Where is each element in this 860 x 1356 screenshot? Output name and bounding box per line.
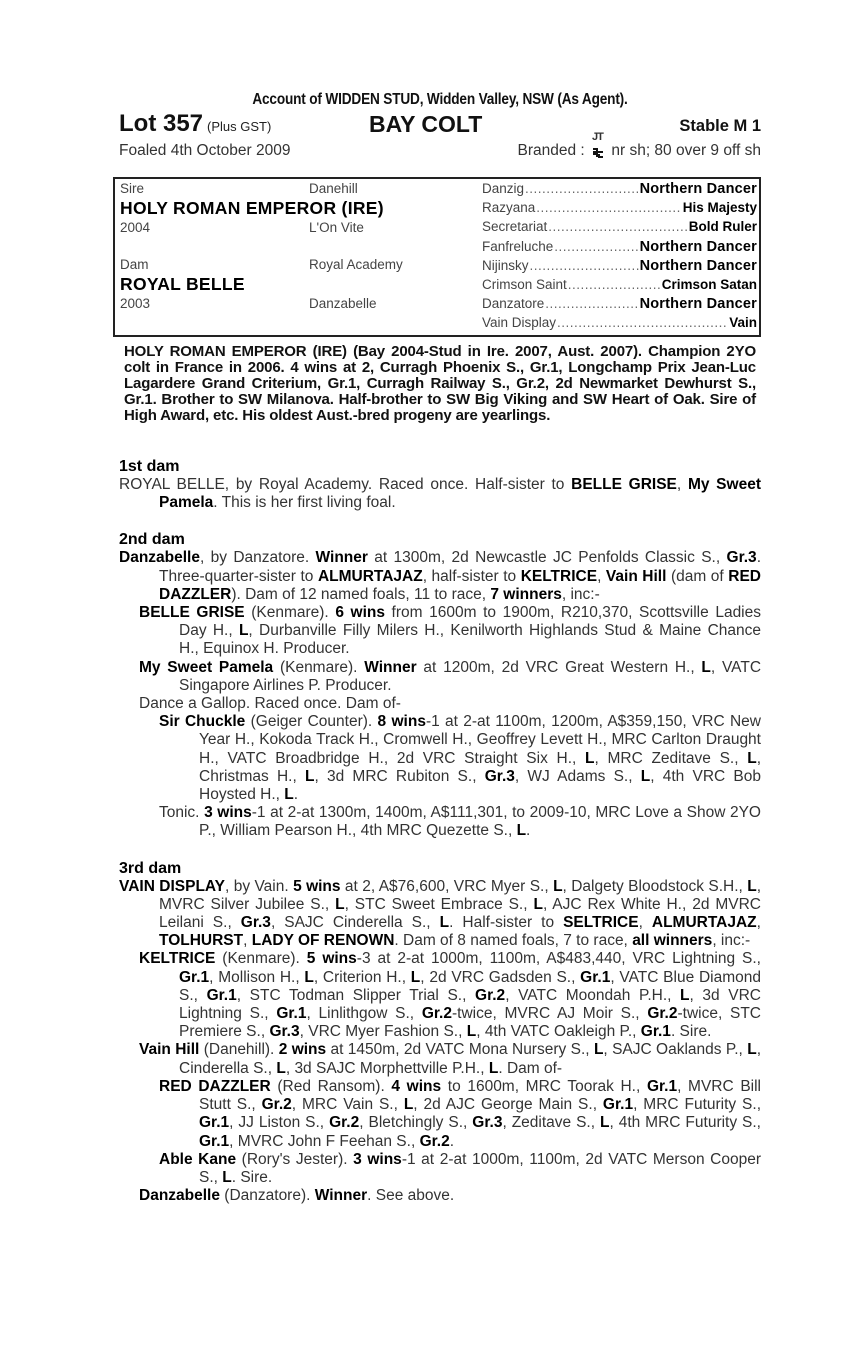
pedigree-table <box>113 177 761 337</box>
bold-segment: L <box>488 1059 499 1077</box>
section-heading: 1st dam <box>119 458 180 475</box>
bold-segment: SELTRICE <box>563 914 639 932</box>
brand-position: nr sh; 80 over 9 off sh <box>611 142 761 159</box>
text-segment: , VATC Blue Diamond S., <box>179 968 761 1004</box>
text-segment: at 1200m, 2d VRC Great Western H., <box>416 658 702 676</box>
bold-segment: 8 wins <box>377 713 426 731</box>
text-segment: , <box>676 476 688 493</box>
text-segment: (Kenmare). <box>215 950 307 968</box>
bold-segment: Gr.2 <box>329 1114 360 1132</box>
text-segment: , Zeditave S., <box>502 1114 600 1132</box>
brand-symbol-icon <box>592 148 604 158</box>
text-segment: (Rory's Jester). <box>236 1150 354 1168</box>
bold-segment: LADY OF RENOWN <box>251 932 395 950</box>
text-segment: , VATC Moondah P.H., <box>505 986 681 1004</box>
ancestor-name: Danzatore <box>482 296 545 312</box>
bold-segment: My Sweet Pamela <box>159 476 761 512</box>
bold-segment: Gr.2 <box>421 1005 452 1023</box>
bold-segment: L <box>238 622 249 640</box>
bold-segment: Gr.1 <box>276 1005 307 1023</box>
dam-family-sections <box>119 457 761 1205</box>
text-segment: , by Vain. <box>225 877 294 895</box>
bold-segment: Gr.2 <box>647 1005 678 1023</box>
brand-mark-icon <box>591 131 605 160</box>
bold-segment: 2 wins <box>278 1041 327 1059</box>
text-segment: , inc:- <box>561 585 600 603</box>
bold-segment: Gr.2 <box>475 986 506 1004</box>
sire-label: Sire <box>120 181 145 196</box>
bold-segment: L <box>533 895 543 913</box>
family-entry <box>119 604 761 659</box>
bold-segment: L <box>439 914 450 932</box>
sire-dam: L'On Vite <box>309 220 364 235</box>
text-segment: , 4th VRC Bob Hoysted H., <box>199 767 761 804</box>
family-entry <box>119 1151 761 1187</box>
bold-segment: Gr.3 <box>240 914 271 932</box>
vendor-account-line: Account of WIDDEN STUD, Widden Valley, NSW (As Agent). <box>252 91 628 108</box>
bold-segment: L <box>284 786 294 804</box>
ancestor-parent: His Majesty <box>682 200 757 216</box>
family-entry <box>119 1041 761 1077</box>
bold-segment: L <box>222 1168 232 1186</box>
leader-dots <box>557 313 728 332</box>
text-segment: . This is her first living foal. <box>213 494 396 512</box>
stable-location: Stable M 1 <box>679 117 761 135</box>
text-segment: at 1300m, 2d Newcastle JC Penfolds Classic S., <box>367 549 727 567</box>
bold-segment: VAIN DISPLAY <box>119 877 226 895</box>
text-segment: -twice, STC Premiere S., <box>179 1005 761 1041</box>
text-segment: , STC Sweet Embrace S., <box>344 895 534 913</box>
bold-segment: Gr.3 <box>726 549 757 567</box>
text-segment: . <box>449 1132 455 1150</box>
bold-segment: Gr.1 <box>199 1114 230 1132</box>
catalogue-page <box>119 90 762 1205</box>
bold-segment: L <box>593 1041 604 1059</box>
text-segment: , MVRC Bill Stutt S., <box>199 1077 762 1114</box>
text-segment: Dance a Gallop. Raced once. Dam of- <box>139 695 401 713</box>
text-segment: , MRC Vain S., <box>291 1096 404 1114</box>
dam-sire: Royal Academy <box>309 257 403 272</box>
family-entry <box>119 1078 761 1151</box>
bold-segment: ALMURTAJAZ <box>651 914 757 932</box>
ancestor-name: Fanfreluche <box>482 238 554 254</box>
lot-label: Lot 357 <box>119 110 204 137</box>
horse-description: BAY COLT <box>369 111 483 137</box>
bold-segment: BELLE GRISE <box>139 604 245 622</box>
text-segment: (Geiger Counter). <box>245 713 378 731</box>
text-segment: , Durbanville Filly Milers H., Kenilworth Highlands Stud & Maine Chance H., Equinox H. Producer. <box>179 622 762 658</box>
bold-segment: Vain Hill <box>605 567 667 585</box>
text-segment: . Half-sister to <box>449 914 564 932</box>
ancestor-parent: Vain <box>729 315 757 331</box>
ancestor-row <box>482 179 757 198</box>
text-segment: , JJ Liston S., <box>229 1114 330 1132</box>
text-segment: , 4th VATC Oakleigh P., <box>476 1023 641 1041</box>
bold-segment: My Sweet Pamela <box>139 658 274 676</box>
ancestor-name: Vain Display <box>482 315 557 331</box>
ancestor-name: Danzig <box>482 181 525 196</box>
bold-segment: Able Kane <box>159 1150 237 1168</box>
branded-label: Branded : <box>517 142 585 159</box>
text-segment: , VATC Singapore Airlines P. Producer. <box>179 658 762 694</box>
ancestor-parent: Northern Dancer <box>639 181 757 197</box>
bold-segment: L <box>747 877 757 895</box>
ancestor-parent: Northern Dancer <box>639 238 757 255</box>
brand-letters: JT <box>592 131 603 143</box>
text-segment: , Christmas H., <box>199 749 762 785</box>
text-segment: , Cinderella S., <box>179 1041 761 1077</box>
text-segment: , <box>638 914 652 932</box>
text-segment: (Danzatore). <box>219 1187 315 1205</box>
ancestor-row <box>482 198 757 217</box>
text-segment: , Criterion H., <box>313 968 411 986</box>
leader-dots <box>568 275 661 294</box>
bold-segment: L <box>747 749 757 767</box>
bold-segment: 7 winners <box>490 585 562 603</box>
bold-segment: BELLE GRISE <box>571 476 677 493</box>
ancestor-row <box>482 294 757 313</box>
section-heading: 3rd dam <box>119 859 182 877</box>
foaled-brand-line <box>119 131 761 164</box>
text-segment: , MVRC John F Feehan S., <box>229 1132 420 1150</box>
family-entry <box>119 659 761 695</box>
family-entry <box>119 713 761 804</box>
text-segment: , AJC Rex White H., 2d MVRC Leilani S., <box>159 895 761 932</box>
bold-segment: Sir Chuckle <box>159 713 246 731</box>
bold-segment: KELTRICE <box>520 567 598 585</box>
text-segment: (Red Ransom). <box>270 1077 392 1095</box>
bold-segment: L <box>553 877 563 895</box>
bold-segment: 3 wins <box>353 1150 402 1168</box>
bold-segment: L <box>680 986 690 1004</box>
ancestor-parent: Northern Dancer <box>639 296 757 313</box>
bold-segment: Vain Hill <box>139 1041 200 1059</box>
bold-segment: Gr.1 <box>602 1096 634 1114</box>
text-segment: , 3d MRC Rubiton S., <box>314 767 485 785</box>
family-entry <box>119 878 761 951</box>
leader-dots <box>548 217 687 236</box>
bold-segment: Winner <box>314 1187 368 1205</box>
bold-segment: L <box>585 749 595 767</box>
lot-number <box>119 111 271 140</box>
family-entry <box>119 950 761 1041</box>
section-heading: 2nd dam <box>119 531 185 549</box>
pedigree-grandparents-column <box>309 179 479 313</box>
text-segment: -3 at 2-at 1000m, 1100m, A$483,440, VRC Lightning S., <box>356 950 761 968</box>
text-segment: , by Danzatore. <box>199 549 316 567</box>
text-segment: , 2d AJC George Main S., <box>413 1096 603 1114</box>
ancestor-row <box>482 275 757 294</box>
dam-year: 2003 <box>120 296 151 311</box>
text-segment: , Mollison H., <box>209 968 305 986</box>
bold-segment: 5 wins <box>293 877 341 895</box>
sire-summary <box>119 344 761 424</box>
bold-segment: 4 wins <box>391 1077 442 1095</box>
text-segment: , Bletchingly S., <box>359 1114 473 1132</box>
gst-note: (Plus GST) <box>207 119 272 134</box>
text-segment: , STC Todman Slipper Trial S., <box>236 986 476 1004</box>
bold-segment: 3 wins <box>204 804 252 822</box>
text-segment: , 3d VRC Lightning S., <box>179 986 761 1023</box>
bold-segment: KELTRICE <box>139 950 216 968</box>
text-segment: , WJ Adams S., <box>514 767 641 785</box>
text-segment: , <box>597 567 606 585</box>
bold-segment: 6 wins <box>335 604 385 622</box>
text-segment: ROYAL BELLE, by Royal Academy. Raced once. Half-sister to <box>119 476 572 493</box>
bold-segment: Gr.1 <box>179 968 210 986</box>
text-segment: (Kenmare). <box>244 604 336 622</box>
text-segment: . <box>293 786 299 804</box>
text-segment: , MRC Zeditave S., <box>594 749 748 767</box>
dam-label: Dam <box>120 257 149 272</box>
text-segment: (Kenmare). <box>273 658 365 676</box>
foaled-date: Foaled 4th October 2009 <box>119 142 291 159</box>
bold-segment: L <box>640 767 651 785</box>
ancestor-name: Nijinsky <box>482 257 529 273</box>
bold-segment: Gr.2 <box>261 1096 292 1114</box>
text-segment: to 1600m, MRC Toorak H., <box>441 1077 647 1095</box>
family-entry <box>119 695 761 713</box>
sire-sire: Danehill <box>309 181 358 196</box>
ancestor-row <box>482 217 757 236</box>
bold-segment: Gr.3 <box>472 1114 503 1132</box>
bold-segment: Danzabelle <box>119 549 200 567</box>
bold-segment: Gr.3 <box>269 1023 300 1041</box>
bold-segment: L <box>599 1114 610 1132</box>
text-segment: at 1450m, 2d VATC Mona Nursery S., <box>326 1041 594 1059</box>
text-segment: , MVRC Silver Jubilee S., <box>159 877 762 913</box>
bold-segment: L <box>304 968 314 986</box>
bold-segment: Winner <box>315 549 368 567</box>
text-segment: (Danehill). <box>199 1041 279 1059</box>
bold-segment: all winners <box>632 932 713 950</box>
family-entry <box>119 804 761 840</box>
text-segment: , MRC Futurity S., <box>633 1096 762 1114</box>
family-entry <box>119 549 761 604</box>
leader-dots <box>530 256 639 275</box>
bold-segment: Gr.1 <box>580 968 611 986</box>
bold-segment: RED DAZZLER <box>159 1077 271 1095</box>
text-segment: , 2d VRC Gadsden S., <box>420 968 581 986</box>
family-entry <box>119 1187 761 1205</box>
text-segment: , Linlithgow S., <box>306 1005 422 1023</box>
bold-segment: Danzabelle <box>139 1187 220 1205</box>
text-segment: , 4th MRC Futurity S., <box>609 1114 761 1132</box>
text-segment: , 3d SAJC Morphettville P.H., <box>285 1059 489 1077</box>
text-segment: , SAJC Oaklands P., <box>603 1041 748 1059</box>
leader-dots <box>525 179 639 198</box>
bold-segment: Gr.3 <box>484 767 515 785</box>
bold-segment: Gr.1 <box>206 986 237 1004</box>
ancestor-parent: Crimson Satan <box>661 276 757 292</box>
text-segment: , <box>756 914 761 932</box>
ancestor-row <box>482 313 757 332</box>
text-segment: , VRC Myer Fashion S., <box>299 1023 467 1041</box>
ancestor-parent: Northern Dancer <box>639 257 757 274</box>
ancestor-name: Razyana <box>482 200 536 216</box>
bold-segment: Gr.1 <box>640 1023 671 1041</box>
dam-dam: Danzabelle <box>309 296 377 311</box>
text-segment: -twice, MVRC AJ Moir S., <box>452 1005 648 1023</box>
bold-segment: L <box>403 1096 414 1114</box>
text-segment: . Dam of- <box>498 1059 563 1077</box>
ancestor-name: Crimson Saint <box>482 276 567 292</box>
ancestor-parent: Bold Ruler <box>688 219 757 235</box>
bold-segment: L <box>335 895 345 913</box>
text-segment: (dam of <box>666 567 729 585</box>
bold-segment: RED DAZZLER <box>159 567 761 603</box>
bold-segment: Gr.2 <box>419 1132 450 1150</box>
text-segment: , SAJC Cinderella S., <box>270 914 440 932</box>
leader-dots <box>536 198 681 217</box>
sire-year: 2004 <box>120 220 151 235</box>
pedigree-great-grandparents-column <box>482 179 757 333</box>
text-segment: , <box>243 932 252 950</box>
text-segment: . Dam of 8 named foals, 7 to race, <box>394 932 633 950</box>
bold-segment: Winner <box>364 658 417 676</box>
text-segment: -1 at 2-at 1300m, 1400m, A$111,301, to 2009-10, MRC Love a Show 2YO P., William Pearson H., 4th MRC Quezette S., <box>199 804 761 840</box>
bold-segment: L <box>516 822 527 840</box>
ancestor-row <box>482 237 757 256</box>
ancestor-row <box>482 256 757 275</box>
bold-segment: ALMURTAJAZ <box>317 567 423 585</box>
brand-info <box>517 131 761 160</box>
text-segment: . Three-quarter-sister to <box>159 549 761 585</box>
text-segment: from 1600m to 1900m, R210,370, Scottsville Ladies Day H., <box>179 604 761 640</box>
bold-segment: L <box>466 1023 477 1041</box>
dam-name: ROYAL BELLE <box>120 274 245 294</box>
bold-segment: Gr.1 <box>199 1132 230 1150</box>
text-segment: at 2, A$76,600, VRC Myer S., <box>340 877 554 895</box>
text-segment: . <box>526 822 531 840</box>
lot-header <box>119 111 761 137</box>
text-segment: . Sire. <box>231 1168 273 1186</box>
text-segment: . Sire. <box>670 1023 712 1041</box>
leader-dots <box>545 294 638 313</box>
bold-segment: L <box>410 968 421 986</box>
bold-segment: 5 wins <box>306 950 357 968</box>
text-segment: -1 at 2-at 1100m, 1200m, A$359,150, VRC New Year H., Kokoda Track H., Cromwell H., Geoffrey Levett H., MRC Carlton Draught H., VATC Broadbridge H., 2d VRC Straight Six H., <box>199 713 761 767</box>
bold-segment: TOLHURST <box>159 932 244 950</box>
sire-name: HOLY ROMAN EMPEROR (IRE) <box>120 198 384 218</box>
text-segment: , inc:- <box>712 932 751 950</box>
sire-summary-text: HOLY ROMAN EMPEROR (IRE) (Bay 2004-Stud in Ire. 2007, Aust. 2007). Champion 2YO colt in France in 2006. 4 wins at 2, Curragh Phoenix S., Gr.1, Longchamp Prix Jean-Luc Lagardere Grand Criterium, Gr.1, Curragh Railway S., Gr.2, 2d Newmarket Dewhurst S., Gr.1. Brother to SW Milanova. Half-brother to SW Big Viking and SW Heart of Oak. Sire of High Award, etc. His oldest Aust.-bred progeny are yearlings. <box>124 343 756 424</box>
bold-segment: Gr.1 <box>646 1077 678 1095</box>
text-segment: . See above. <box>367 1187 455 1205</box>
ancestor-name: Secretariat <box>482 219 548 235</box>
bold-segment: L <box>276 1059 286 1077</box>
text-segment: , Dalgety Bloodstock S.H., <box>562 877 748 895</box>
bold-segment: L <box>701 658 711 676</box>
bold-segment: L <box>304 767 315 785</box>
text-segment: -1 at 2-at 1000m, 1100m, 2d VATC Merson Cooper S., <box>199 1150 761 1186</box>
text-segment: ). Dam of 12 named foals, 11 to race, <box>231 585 491 603</box>
leader-dots <box>554 237 638 256</box>
family-entry <box>119 476 761 512</box>
bold-segment: L <box>747 1041 757 1059</box>
text-segment: Tonic. <box>159 804 205 822</box>
text-segment: , half-sister to <box>422 567 521 585</box>
